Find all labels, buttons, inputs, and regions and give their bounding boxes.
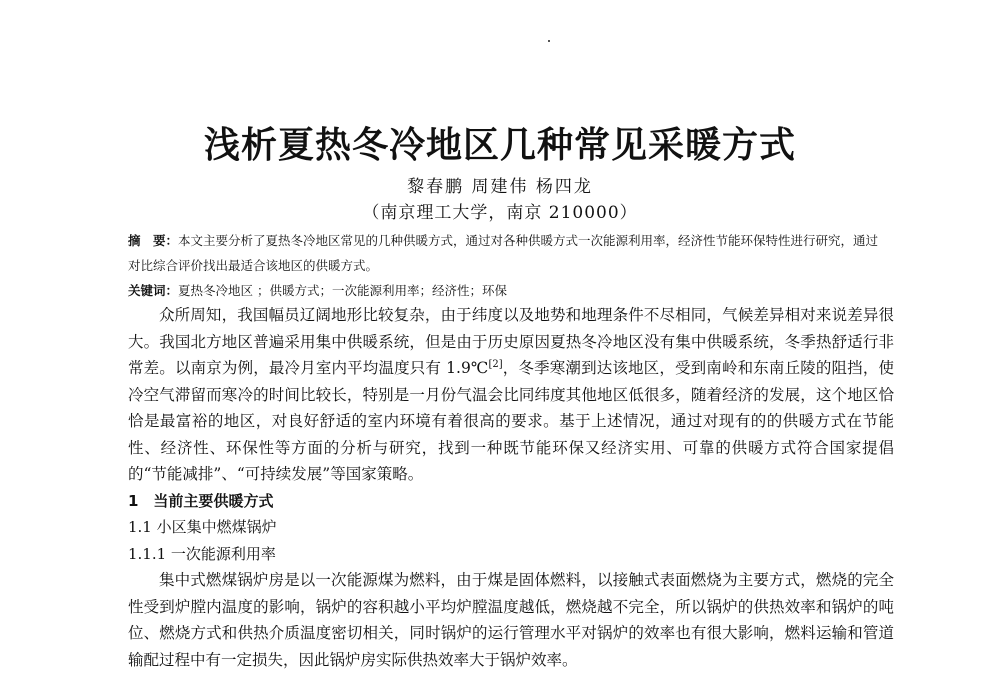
citation-ref: [2] xyxy=(488,358,503,370)
intro-paragraph: 众所周知，我国幅员辽阔地形比较复杂，由于纬度以及地势和地理条件不尽相同，气候差异相对来说差异很大。我国北方地区普遍采用集中供暖系统，但是由于历史原因夏热冬冷地区没有集中供暖系统，冬季热舒适行非常差。以南京为例，最冷月室内平均温度只有 1.9℃[2]，冬季寒潮到达该地区，受到南岭和东南丘陵的阻挡，使冷空气滞留而寒冷的时间比较长，特别是一月份气温会比同纬度其他地区低很多，随着经济的发展，这个地区恰恰是最富裕的地区，对良好舒适的室内环境有着很高的要求。基于上述情况，通过对现有的的供暖方式在节能性、经济性、环保性等方面的分析与研究，找到一种既节能环保又经济实用、可靠的供暖方式符合国家提倡的“节能减排”、“可持续发展”等国家策略。 xyxy=(128,306,894,483)
section-heading: 1 当前主要供暖方式 xyxy=(128,491,274,510)
paper-title: 浅析夏热冬冷地区几种常见采暖方式 xyxy=(203,125,796,166)
keywords xyxy=(128,281,888,301)
body-paragraph: 集中式燃煤锅炉房是以一次能源煤为燃料，由于煤是固体燃料，以接触式表面燃烧为主要方式，燃烧的完全性受到炉膛内温度的影响，锅炉的容积越小平均炉膛温度越低，燃烧越不完全，所以锅炉的供热效率和锅炉的吨位、燃烧方式和供热介质温度密切相关，同时锅炉的运行管理水平对锅炉的效率也有很大影响，燃料运输和管道输配过程中有一定损失，因此锅炉房实际供热效率大于锅炉效率。 xyxy=(128,571,894,669)
subsubsection-heading: 1.1.1 一次能源利用率 xyxy=(128,544,276,563)
keywords-label: 关键词： xyxy=(128,283,179,298)
scan-speck xyxy=(548,40,550,42)
abstract-label: 摘 要： xyxy=(128,233,179,248)
abstract-text: 本文主要分析了夏热冬冷地区常见的几种供暖方式，通过对各种供暖方式一次能源利用率，经济性节能环保特性进行研究，通过对比综合评价找出最适合该地区的供暖方式。 xyxy=(128,233,879,273)
keywords-text: 夏热冬冷地区 ；供暖方式；一次能源利用率；经济性；环保 xyxy=(178,283,507,298)
abstract xyxy=(128,228,888,278)
body-text xyxy=(128,302,894,673)
affiliation: （南京理工大学，南京 210000） xyxy=(362,203,638,223)
subsection-heading: 1.1 小区集中燃煤锅炉 xyxy=(128,518,277,536)
author-list: 黎春鹏 周建伟 杨四龙 xyxy=(407,177,593,197)
